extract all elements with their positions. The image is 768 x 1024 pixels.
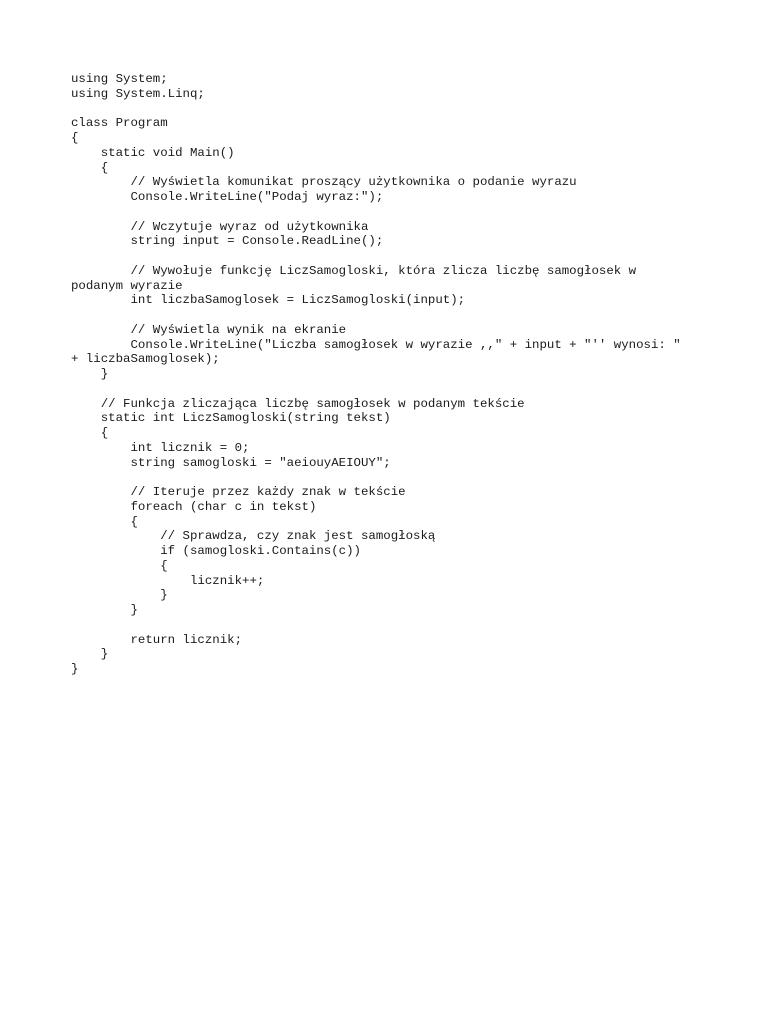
code-line: static void Main(): [71, 145, 235, 160]
code-line: if (samogloski.Contains(c)): [71, 544, 361, 558]
code-line: Console.WriteLine("Liczba samogłosek w wyrazie ,," + input + "'' wynosi: ": [71, 337, 681, 352]
code-line: }: [71, 647, 109, 662]
code-line: // Wyświetla wynik na ekranie: [71, 322, 347, 337]
code-line: // Wyświetla komunikat proszący użytkownika o podanie wyrazu: [71, 175, 577, 190]
code-line: + liczbaSamoglosek);: [71, 352, 220, 367]
code-line: // Wywołuje funkcję LiczSamogloski, która zlicza liczbę samogłosek w: [71, 263, 637, 278]
code-line: [71, 382, 711, 397]
code-line: // Funkcja zliczająca liczbę samogłosek w podanym tekście: [71, 396, 525, 411]
code-line: static int LiczSamogloski(string tekst): [71, 411, 391, 426]
code-line: [71, 470, 711, 485]
code-line: {: [71, 558, 168, 573]
code-line: [71, 205, 711, 220]
code-line: // Iteruje przez każdy znak w tekście: [71, 485, 406, 499]
code-line: }: [71, 367, 109, 381]
code-line: {: [71, 426, 109, 440]
code-line: podanym wyrazie: [71, 278, 183, 293]
code-line: return licznik;: [71, 632, 243, 647]
code-line: [71, 249, 711, 264]
code-line: {: [71, 131, 79, 145]
code-line: {: [71, 160, 109, 175]
code-line: int licznik = 0;: [71, 440, 250, 455]
code-line: foreach (char c in tekst): [71, 499, 317, 514]
code-line: int liczbaSamoglosek = LiczSamogloski(input);: [71, 293, 466, 308]
code-line: }: [71, 588, 168, 603]
code-block: [71, 72, 711, 677]
code-line: {: [71, 514, 138, 529]
code-line: using System;: [71, 72, 168, 86]
code-line: // Wczytuje wyraz od użytkownika: [71, 219, 369, 234]
code-line: using System.Linq;: [71, 86, 205, 101]
code-line: [71, 618, 711, 633]
code-line: [71, 102, 711, 117]
code-line: class Program: [71, 116, 168, 131]
code-line: Console.WriteLine("Podaj wyraz:");: [71, 190, 384, 204]
code-line: // Sprawdza, czy znak jest samogłoską: [71, 529, 436, 544]
code-line: [71, 308, 711, 323]
code-line: licznik++;: [71, 573, 265, 588]
code-line: string input = Console.ReadLine();: [71, 234, 384, 249]
code-line: }: [71, 603, 138, 617]
code-line: string samogloski = "aeiouyAEIOUY";: [71, 455, 391, 470]
code-line: }: [71, 662, 79, 676]
